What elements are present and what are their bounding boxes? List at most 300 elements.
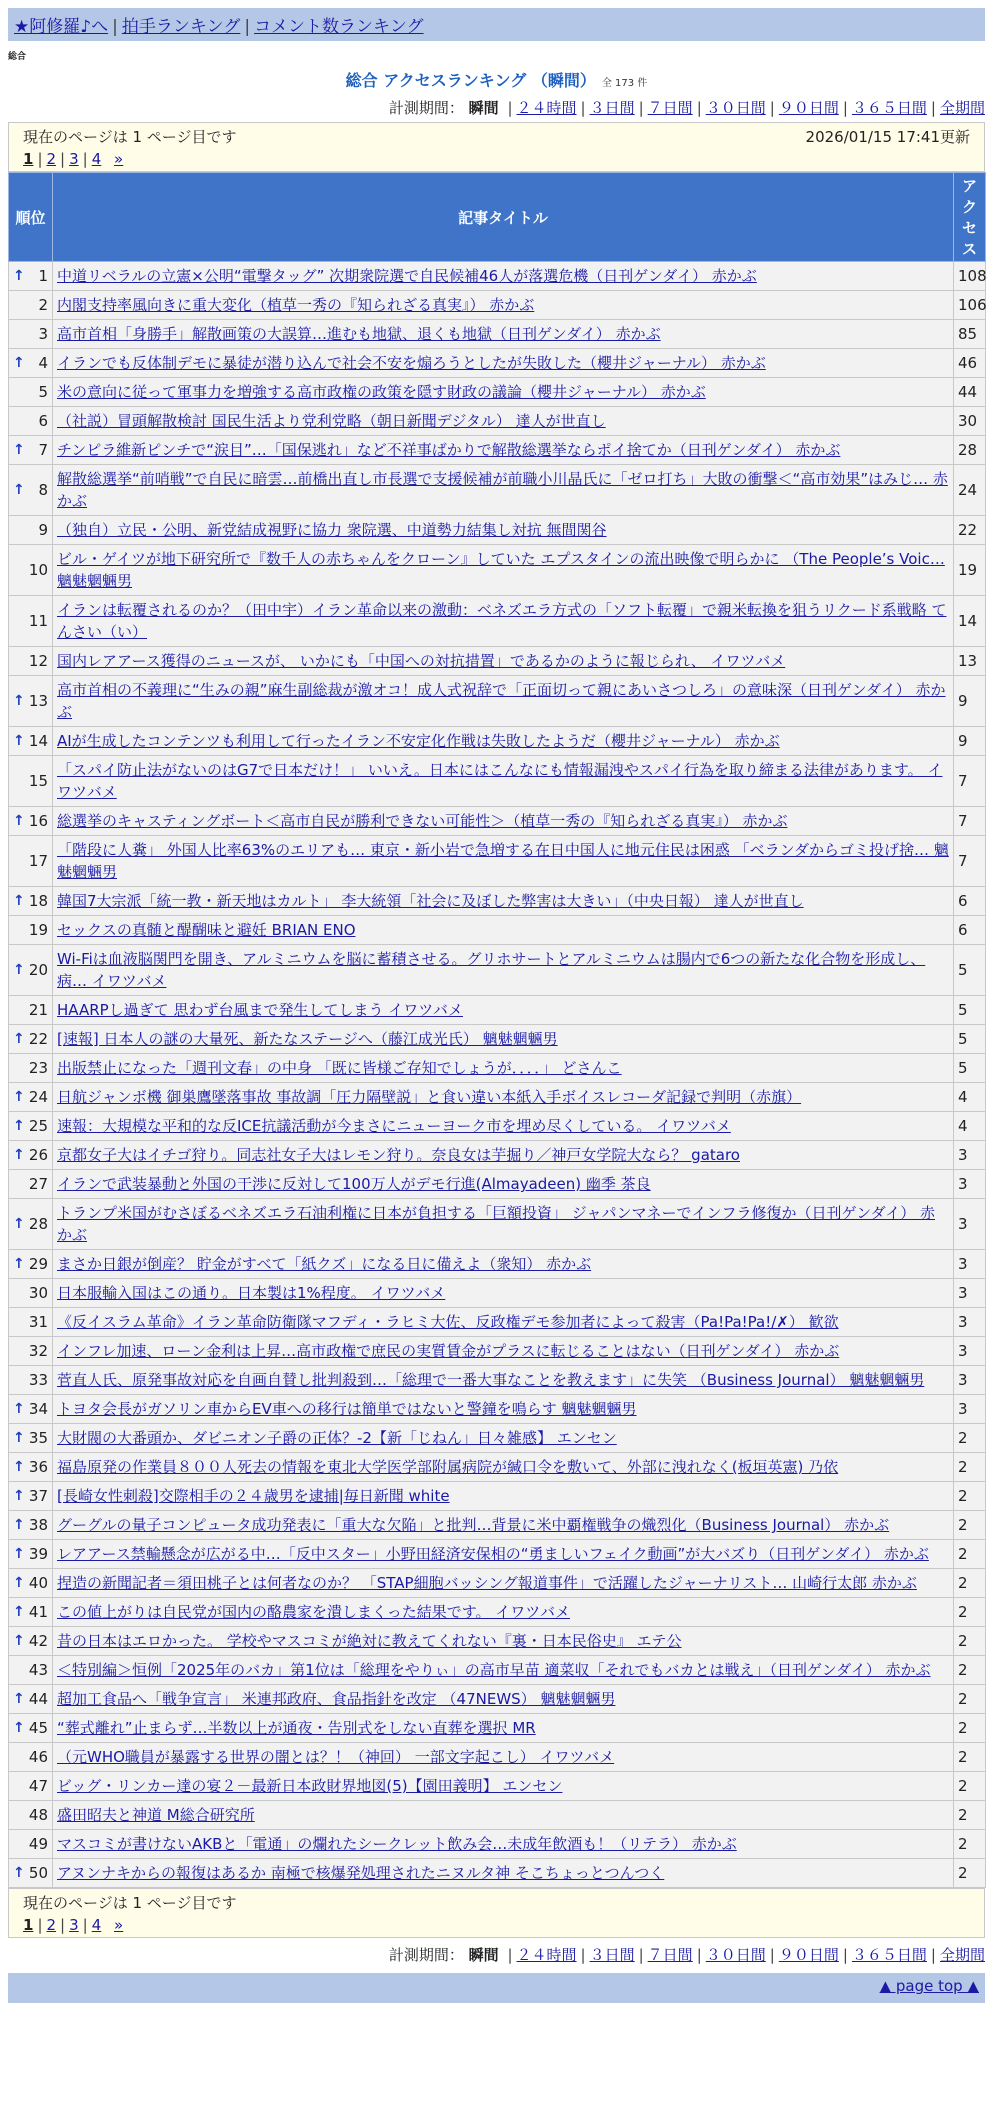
- current-page-text: 現在のページは 1 ページ目です: [23, 128, 237, 146]
- nav-comment-ranking-link[interactable]: コメント数ランキング: [254, 17, 424, 37]
- rank-number: 26: [28, 1146, 48, 1164]
- title-cell: [53, 1395, 954, 1424]
- table-row: [9, 756, 986, 807]
- rank-cell: [9, 1395, 53, 1424]
- title-cell: [53, 676, 954, 727]
- article-title-link[interactable]: 中道リベラルの立憲×公明“電撃タッグ” 次期衆院選で自民候補46人が落選危機（日刊ゲンダイ） 赤かぶ: [57, 267, 757, 285]
- table-row: [9, 378, 986, 407]
- rank-up-arrow-icon: ↑: [13, 355, 25, 371]
- period-separator: |: [842, 99, 848, 117]
- article-title-link[interactable]: 京都女子大はイチゴ狩り。同志社女子大はレモン狩り。奈良女は芋掘り／神戸女学院大なら？ gataro: [57, 1146, 740, 1164]
- table-row: [9, 262, 986, 291]
- nav-separator: |: [112, 17, 118, 37]
- access-count: 5: [954, 996, 986, 1025]
- title-cell: [53, 807, 954, 836]
- table-row: [9, 291, 986, 320]
- table-row: [9, 436, 986, 465]
- rank-up-arrow-icon: ↑: [13, 1430, 25, 1446]
- rank-number: 18: [28, 892, 48, 910]
- article-title-link[interactable]: セックスの真髄と醍醐味と避妊 BRIAN ENO: [57, 921, 356, 939]
- rank-number: 39: [28, 1545, 48, 1563]
- rank-number: 6: [38, 412, 48, 430]
- access-count: 3: [954, 1337, 986, 1366]
- article-title-link[interactable]: 高市首相「身勝手」解散画策の大誤算…進むも地獄、退くも地獄（日刊ゲンダイ） 赤かぶ: [57, 325, 661, 343]
- title-cell: [53, 1279, 954, 1308]
- rank-cell: [9, 916, 53, 945]
- article-title-link[interactable]: 解散総選挙“前哨戦”で自民に暗雲…前橋出直し市長選で支援候補が前職小川晶氏に「ゼロ打ち」大敗の衝撃＜“高市効果”はみじ… 赤かぶ: [57, 470, 948, 510]
- access-count: 46: [954, 349, 986, 378]
- rank-cell: [9, 407, 53, 436]
- rank-cell: [9, 1714, 53, 1743]
- access-count: 24: [954, 465, 986, 516]
- period-link[interactable]: ３０日間: [705, 99, 766, 117]
- period-link[interactable]: ２４時間: [516, 1946, 577, 1964]
- rank-number: 38: [28, 1516, 48, 1534]
- title-cell: [53, 596, 954, 647]
- rank-number: 7: [38, 441, 48, 459]
- rank-number: 8: [38, 481, 48, 499]
- page-info-top: [8, 122, 985, 172]
- access-count: 28: [954, 436, 986, 465]
- rank-up-arrow-icon: ↑: [13, 1691, 25, 1707]
- access-count: 3: [954, 1366, 986, 1395]
- table-row: [9, 1714, 986, 1743]
- rank-number: 44: [28, 1690, 48, 1708]
- rank-up-arrow-icon: ↑: [13, 1216, 25, 1232]
- rank-up-arrow-icon: ↑: [13, 733, 25, 749]
- article-title-link[interactable]: イランでも反体制デモに暴徒が潜り込んで社会不安を煽ろうとしたが失敗した（櫻井ジャーナル） 赤かぶ: [57, 354, 766, 372]
- rank-number: 48: [28, 1806, 48, 1824]
- rank-number: 29: [28, 1255, 48, 1273]
- table-row: [9, 1279, 986, 1308]
- rank-up-arrow-icon: ↑: [13, 1089, 25, 1105]
- rank-number: 34: [28, 1400, 48, 1418]
- rank-number: 4: [38, 354, 48, 372]
- article-title-link[interactable]: 韓国7大宗派「統一教・新天地はカルト」 李大統領「社会に及ぼした弊害は大きい」（中央日報） 達人が世直し: [57, 892, 804, 910]
- table-row: [9, 1569, 986, 1598]
- rank-up-arrow-icon: ↑: [13, 1118, 25, 1134]
- pager-page-link[interactable]: 3: [69, 1916, 79, 1934]
- period-separator: |: [930, 1946, 936, 1964]
- total-count: 全 173 件: [601, 78, 648, 89]
- period-separator: |: [696, 99, 702, 117]
- table-row: [9, 647, 986, 676]
- article-title-link[interactable]: （元WHO職員が暴露する世界の闇とは？！（神回） 一部文字起こし） イワツバメ: [57, 1748, 615, 1766]
- title-cell: [53, 516, 954, 545]
- title-cell: [53, 756, 954, 807]
- table-row: [9, 465, 986, 516]
- article-title-link[interactable]: イランで武装暴動と外国の干渉に反対して100万人がデモ行進(Almayadeen) 幽季 茶良: [57, 1175, 651, 1193]
- title-cell: [53, 1482, 954, 1511]
- period-link[interactable]: ７日間: [647, 99, 693, 117]
- pager-page-link[interactable]: 3: [69, 150, 79, 168]
- rank-cell: [9, 1743, 53, 1772]
- article-title-link[interactable]: 菅直人氏、原発事故対応を自画自賛し批判殺到…「総理で一番大事なことを教えます」に失笑 （Business Journal） 魑魅魍魎男: [57, 1371, 925, 1389]
- table-row: [9, 349, 986, 378]
- access-count: 3: [954, 1308, 986, 1337]
- rank-number: 36: [28, 1458, 48, 1476]
- table-row: [9, 1424, 986, 1453]
- access-count: 2: [954, 1685, 986, 1714]
- rank-number: 10: [28, 561, 48, 579]
- table-row: [9, 1112, 986, 1141]
- rank-cell: [9, 887, 53, 916]
- rank-cell: [9, 436, 53, 465]
- title-cell: [53, 1424, 954, 1453]
- rank-cell: [9, 1453, 53, 1482]
- title-cell: [53, 1772, 954, 1801]
- period-separator: |: [507, 99, 513, 117]
- access-count: 2: [954, 1743, 986, 1772]
- article-title-link[interactable]: ビル・ゲイツが地下研究所で『数千人の赤ちゃんをクローン』していた エプスタインの流出映像で明らかに （The People’s Voic… 魑魅魍魎男: [57, 550, 945, 590]
- table-row: [9, 916, 986, 945]
- nav-separator: |: [244, 17, 251, 37]
- access-count: 2: [954, 1627, 986, 1656]
- title-cell: [53, 1366, 954, 1395]
- rank-number: 19: [28, 921, 48, 939]
- period-separator: |: [930, 99, 936, 117]
- rank-number: 21: [28, 1001, 48, 1019]
- article-title-link[interactable]: （独自）立民・公明、新党結成視野に協力 衆院選、中道勢力結集し対抗 無間関谷: [57, 521, 607, 539]
- pager-separator: |: [60, 1916, 66, 1934]
- article-title-link[interactable]: [速報] 日本人の謎の大量死、新たなステージへ（藤江成光氏） 魑魅魍魎男: [57, 1030, 558, 1048]
- title-cell: [53, 262, 954, 291]
- rank-up-arrow-icon: ↑: [13, 813, 25, 829]
- pager-separator: [105, 1916, 110, 1934]
- page-title-row: [0, 68, 993, 91]
- title-cell: [53, 1627, 954, 1656]
- article-title-link[interactable]: 昔の日本はエロかった。 学校やマスコミが絶対に教えてくれない『裏・日本民俗史』 エテ公: [57, 1632, 682, 1650]
- rank-cell: [9, 1830, 53, 1859]
- article-title-link[interactable]: 超加工食品へ「戦争宣言」 米連邦政府、食品指針を改定 （47NEWS） 魑魅魍魎男: [57, 1690, 616, 1708]
- count-column-header: アクセス: [954, 173, 986, 262]
- rank-cell: [9, 945, 53, 996]
- table-row: [9, 676, 986, 727]
- rank-number: 9: [38, 521, 48, 539]
- rank-up-arrow-icon: ↑: [13, 1575, 25, 1591]
- article-title-link[interactable]: 盛田昭夫と神道 M総合研究所: [57, 1806, 255, 1824]
- article-title-link[interactable]: 内閣支持率風向きに重大変化（植草一秀の『知られざる真実』） 赤かぶ: [57, 296, 535, 314]
- nav-applause-ranking-link[interactable]: 拍手ランキング: [121, 17, 241, 37]
- access-count: 13: [954, 647, 986, 676]
- table-row: [9, 1743, 986, 1772]
- access-count: 7: [954, 836, 986, 887]
- period-link[interactable]: ７日間: [647, 1946, 693, 1964]
- article-title-link[interactable]: チンピラ維新ピンチで“涙目”…「国保逃れ」など不祥事ばかりで解散総選挙ならポイ捨てか（日刊ゲンダイ） 赤かぶ: [57, 441, 841, 459]
- rank-cell: [9, 1772, 53, 1801]
- rank-up-arrow-icon: ↑: [13, 962, 25, 978]
- title-cell: [53, 1598, 954, 1627]
- rank-up-arrow-icon: ↑: [13, 482, 25, 498]
- article-title-link[interactable]: [長崎女性刺殺]交際相手の２４歳男を逮捕|毎日新聞 white: [57, 1487, 450, 1505]
- pager-separator: |: [37, 1916, 43, 1934]
- access-count: 7: [954, 807, 986, 836]
- article-title-link[interactable]: （社説）冒頭解散検討 国民生活より党利党略（朝日新聞デジタル） 達人が世直し: [57, 412, 606, 430]
- article-title-link[interactable]: トヨタ会長がガソリン車からEV車への移行は簡単ではないと警鐘を鳴らす 魑魅魍魎男: [57, 1400, 637, 1418]
- rank-up-arrow-icon: ↑: [13, 1031, 25, 1047]
- title-cell: [53, 1801, 954, 1830]
- article-title-link[interactable]: 米の意向に従って軍事力を増強する高市政権の政策を隠す財政の議論（櫻井ジャーナル） 赤かぶ: [57, 383, 706, 401]
- article-title-link[interactable]: 日本服輸入国はこの通り。日本製は1%程度。 イワツバメ: [57, 1284, 446, 1302]
- pager-separator: [105, 150, 110, 168]
- title-cell: [53, 1511, 954, 1540]
- rank-cell: [9, 1859, 53, 1888]
- period-link[interactable]: ３日間: [589, 99, 635, 117]
- pager-next-link[interactable]: »: [114, 1916, 124, 1934]
- rank-number: 31: [28, 1313, 48, 1331]
- period-separator: |: [769, 99, 775, 117]
- rank-cell: [9, 1308, 53, 1337]
- article-title-link[interactable]: 日航ジャンボ機 御巣鷹墜落事故 事故調「圧力隔壁説」と食い違い本紙入手ボイスレコーダ記録で判明（赤旗）: [57, 1088, 802, 1106]
- access-count: 108: [954, 262, 986, 291]
- rank-cell: [9, 1199, 53, 1250]
- access-count: 3: [954, 1279, 986, 1308]
- rank-up-arrow-icon: ↑: [13, 893, 25, 909]
- access-count: 2: [954, 1540, 986, 1569]
- title-cell: [53, 836, 954, 887]
- nav-home-link[interactable]: ★阿修羅♪へ: [14, 17, 109, 37]
- access-count: 2: [954, 1424, 986, 1453]
- updated-timestamp: 2026/01/15 17:41更新: [805, 128, 970, 146]
- table-row: [9, 1598, 986, 1627]
- pager-page-link[interactable]: 2: [46, 1916, 57, 1934]
- rank-number: 35: [28, 1429, 48, 1447]
- rank-up-arrow-icon: ↑: [13, 1147, 25, 1163]
- table-row: [9, 807, 986, 836]
- title-cell: [53, 727, 954, 756]
- access-count: 6: [954, 887, 986, 916]
- access-count: 6: [954, 916, 986, 945]
- pager-page-link[interactable]: 4: [91, 150, 102, 168]
- table-row: [9, 1627, 986, 1656]
- title-cell: [53, 916, 954, 945]
- article-title-link[interactable]: 捏造の新聞記者＝須田桃子とは何者なのか？ 「STAP細胞バッシング報道事件」で活躍したジャーナリスト… 山崎行太郎 赤かぶ: [57, 1574, 917, 1592]
- access-count: 2: [954, 1569, 986, 1598]
- rank-cell: [9, 545, 53, 596]
- rank-number: 27: [28, 1175, 48, 1193]
- title-cell: [53, 1054, 954, 1083]
- article-title-link[interactable]: マスコミが書けないAKBと「電通」の爛れたシークレット飲み会…未成年飲酒も！（リテラ） 赤かぶ: [57, 1835, 737, 1853]
- rank-up-arrow-icon: ↑: [13, 1604, 25, 1620]
- article-title-link[interactable]: 大財閥の大番頭か、ダビニオン子爵の正体？-2【新「じねん」日々雑感】 エンセン: [57, 1429, 617, 1447]
- article-title-link[interactable]: トランプ米国がむさぼるベネズエラ石油利権に日本が負担する「巨額投資」 ジャパンマネーでインフラ修復か（日刊ゲンダイ） 赤かぶ: [57, 1204, 936, 1244]
- rank-number: 16: [28, 812, 48, 830]
- period-link[interactable]: ３６５日間: [851, 99, 927, 117]
- table-row: [9, 1250, 986, 1279]
- rank-cell: [9, 1083, 53, 1112]
- title-cell: [53, 407, 954, 436]
- article-title-link[interactable]: “葬式離れ”止まらず…半数以上が通夜・告別式をしない直葬を選択 MR: [57, 1719, 536, 1737]
- table-row: [9, 1772, 986, 1801]
- rank-cell: [9, 516, 53, 545]
- table-row: [9, 545, 986, 596]
- article-title-link[interactable]: イランは転覆されるのか？（田中宇）イラン革命以来の激動：ベネズエラ方式の「ソフト転覆」で親米転換を狙うリクード系戦略 てんさい（い）: [57, 601, 947, 641]
- title-cell: [53, 1859, 954, 1888]
- rank-cell: [9, 320, 53, 349]
- rank-cell: [9, 1801, 53, 1830]
- article-title-link[interactable]: ＜特別編＞恒例「2025年のバカ」第1位は「総理をやりぃ」の高市早苗 適菜収「それでもバカとは戦え」（日刊ゲンダイ） 赤かぶ: [57, 1661, 931, 1679]
- access-count: 2: [954, 1830, 986, 1859]
- page-top-link[interactable]: ▲ page top ▲: [879, 1977, 979, 1995]
- access-count: 2: [954, 1482, 986, 1511]
- period-link[interactable]: ９０日間: [778, 99, 839, 117]
- rank-up-arrow-icon: ↑: [13, 1256, 25, 1272]
- table-row: [9, 1830, 986, 1859]
- rank-number: 25: [28, 1117, 48, 1135]
- rank-up-arrow-icon: ↑: [13, 1459, 25, 1475]
- rank-up-arrow-icon: ↑: [13, 1546, 25, 1562]
- rank-cell: [9, 996, 53, 1025]
- period-current: 瞬間: [468, 1946, 499, 1964]
- period-selector-bottom: [8, 1944, 985, 1965]
- access-count: 5: [954, 945, 986, 996]
- article-title-link[interactable]: AIが生成したコンテンツも利用して行ったイラン不安定化作戦は失敗したようだ（櫻井ジャーナル） 赤かぶ: [57, 732, 780, 750]
- title-cell: [53, 1685, 954, 1714]
- access-count: 14: [954, 596, 986, 647]
- rank-number: 33: [28, 1371, 48, 1389]
- rank-cell: [9, 1482, 53, 1511]
- rank-cell: [9, 596, 53, 647]
- title-cell: [53, 1170, 954, 1199]
- period-link[interactable]: ３６５日間: [851, 1946, 927, 1964]
- rank-cell: [9, 349, 53, 378]
- rank-number: 11: [28, 612, 48, 630]
- title-cell: [53, 1453, 954, 1482]
- access-count: 22: [954, 516, 986, 545]
- access-count: 85: [954, 320, 986, 349]
- rank-cell: [9, 756, 53, 807]
- pager-top: [23, 150, 970, 168]
- article-title-link[interactable]: 福島原発の作業員８００人死去の情報を東北大学医学部附属病院が緘口令を敷いて、外部に洩れなく(板垣英憲) 乃依: [57, 1458, 839, 1476]
- ranking-table: [8, 172, 986, 1888]
- title-cell: [53, 1337, 954, 1366]
- rank-cell: [9, 1054, 53, 1083]
- rank-number: 23: [28, 1059, 48, 1077]
- pager-bottom: [23, 1916, 970, 1934]
- bottom-nav: [8, 1973, 985, 2003]
- period-link[interactable]: ２４時間: [516, 99, 577, 117]
- rank-number: 5: [38, 383, 48, 401]
- access-count: 2: [954, 1598, 986, 1627]
- title-cell: [53, 378, 954, 407]
- article-title-link[interactable]: この値上がりは自民党が国内の酪農家を潰しまくった結果です。 イワツバメ: [57, 1603, 570, 1621]
- rank-up-arrow-icon: ↑: [13, 1633, 25, 1649]
- access-count: 3: [954, 1170, 986, 1199]
- rank-number: 15: [28, 772, 48, 790]
- rank-cell: [9, 465, 53, 516]
- rank-cell: [9, 1685, 53, 1714]
- rank-cell: [9, 1511, 53, 1540]
- table-row: [9, 1054, 986, 1083]
- table-row: [9, 887, 986, 916]
- title-cell: [53, 436, 954, 465]
- article-title-link[interactable]: レアアース禁輸懸念が広がる中…「反中スター」小野田経済安保相の“勇ましいフェイク動画”が大バズり（日刊ゲンダイ） 赤かぶ: [57, 1545, 929, 1563]
- article-title-link[interactable]: Wi-Fiは血液脳関門を開き、アルミニウムを脳に蓄積させる。グリホサートとアルミニウムは腸内で6つの新たな化合物を形成し、病… イワツバメ: [57, 950, 926, 990]
- article-title-link[interactable]: HAARPし過ぎて 思わず台風まで発生してしまう イワツバメ: [57, 1001, 463, 1019]
- rank-number: 1: [38, 267, 48, 285]
- period-link[interactable]: 全期間: [939, 99, 985, 117]
- rank-cell: [9, 1366, 53, 1395]
- rank-up-arrow-icon: ↑: [13, 1517, 25, 1533]
- rank-cell: [9, 1569, 53, 1598]
- period-separator: |: [580, 99, 586, 117]
- rank-cell: [9, 836, 53, 887]
- rank-number: 20: [28, 961, 48, 979]
- period-link[interactable]: ９０日間: [778, 1946, 839, 1964]
- rank-cell: [9, 1250, 53, 1279]
- pager-separator: |: [37, 150, 43, 168]
- period-current: 瞬間: [468, 99, 499, 117]
- rank-cell: [9, 1337, 53, 1366]
- rank-up-arrow-icon: ↑: [13, 268, 25, 284]
- rank-cell: [9, 1141, 53, 1170]
- rank-number: 37: [28, 1487, 48, 1505]
- article-title-link[interactable]: 高市首相の不義理に“生みの親”麻生副総裁が激オコ！成人式祝辞で「正面切って親にあいさつしろ」の意味深（日刊ゲンダイ） 赤かぶ: [57, 681, 946, 721]
- period-separator: |: [580, 1946, 586, 1964]
- pager-page-link[interactable]: 4: [91, 1916, 102, 1934]
- access-count: 4: [954, 1112, 986, 1141]
- title-cell: [53, 887, 954, 916]
- period-separator: |: [842, 1946, 848, 1964]
- title-cell: [53, 945, 954, 996]
- table-row: [9, 596, 986, 647]
- rank-cell: [9, 1424, 53, 1453]
- article-title-link[interactable]: 総選挙のキャスティングボート＜高市自民が勝利できない可能性＞（植草一秀の『知られざる真実』） 赤かぶ: [57, 812, 788, 830]
- title-cell: [53, 647, 954, 676]
- article-title-link[interactable]: 「階段に人糞」 外国人比率63%のエリアも… 東京・新小岩で急増する在日中国人に地元住民は困惑 「ベランダからゴミ投げ捨… 魑魅魍魎男: [57, 841, 949, 881]
- period-separator: |: [507, 1946, 513, 1964]
- access-count: 3: [954, 1395, 986, 1424]
- access-count: 5: [954, 1025, 986, 1054]
- article-title-link[interactable]: 《反イスラム革命》イラン革命防衛隊マフディ・ラヒミ大佐、反政権デモ参加者によって殺害（Pa!Pa!Pa!/✗） 歓欲: [57, 1313, 839, 1331]
- rank-cell: [9, 1656, 53, 1685]
- rank-cell: [9, 1598, 53, 1627]
- rank-number: 43: [28, 1661, 48, 1679]
- table-row: [9, 1685, 986, 1714]
- table-row: [9, 1859, 986, 1888]
- rank-number: 42: [28, 1632, 48, 1650]
- period-link[interactable]: ３０日間: [705, 1946, 766, 1964]
- period-separator: |: [638, 1946, 644, 1964]
- article-title-link[interactable]: ビッグ・リンカー達の宴２－最新日本政財界地図(5)【園田義明】 エンセン: [57, 1777, 563, 1795]
- pager-next-link[interactable]: »: [114, 150, 124, 168]
- article-title-link[interactable]: アヌンナキからの報復はあるか 南極で核爆発処理されたニヌルタ神 そこちょっとつんつく: [57, 1864, 665, 1882]
- access-count: 30: [954, 407, 986, 436]
- pager-page-link[interactable]: 2: [46, 150, 57, 168]
- title-column-header: 記事タイトル: [53, 173, 954, 262]
- article-title-link[interactable]: 「スパイ防止法がないのはG7で日本だけ！」 いいえ。日本にはこんなにも情報漏洩やスパイ行為を取り締まる法律があります。 イワツバメ: [57, 761, 943, 801]
- title-cell: [53, 1743, 954, 1772]
- article-title-link[interactable]: 速報：大規模な平和的な反ICE抗議活動が今まさにニューヨーク市を埋め尽くしている。 イワツバメ: [57, 1117, 731, 1135]
- rank-cell: [9, 1279, 53, 1308]
- article-title-link[interactable]: 国内レアアース獲得のニュースが、 いかにも「中国への対抗措置」であるかのように報じられ、 イワツバメ: [57, 652, 786, 670]
- rank-cell: [9, 647, 53, 676]
- access-count: 2: [954, 1772, 986, 1801]
- rank-cell: [9, 262, 53, 291]
- article-title-link[interactable]: 出版禁止になった「週刊文春」の中身 「既に皆様ご存知でしょうが．．．．」 どさんこ: [57, 1059, 622, 1077]
- title-cell: [53, 465, 954, 516]
- period-link[interactable]: 全期間: [939, 1946, 985, 1964]
- title-cell: [53, 320, 954, 349]
- article-title-link[interactable]: グーグルの量子コンピュータ成功発表に「重大な欠陥」と批判…背景に米中覇権戦争の熾烈化（Business Journal） 赤かぶ: [57, 1516, 890, 1534]
- rank-column-header: 順位: [9, 173, 53, 262]
- rank-cell: [9, 676, 53, 727]
- article-title-link[interactable]: インフレ加速、ローン金利は上昇…高市政権で庶民の実質賃金がプラスに転じることはない（日刊ゲンダイ） 赤かぶ: [57, 1342, 840, 1360]
- period-link[interactable]: ３日間: [589, 1946, 635, 1964]
- rank-number: 30: [28, 1284, 48, 1302]
- table-header-row: [9, 173, 986, 262]
- article-title-link[interactable]: まさか日銀が倒産？ 貯金がすべて「紙クズ」になる日に備えよ（衆知） 赤かぶ: [57, 1255, 592, 1273]
